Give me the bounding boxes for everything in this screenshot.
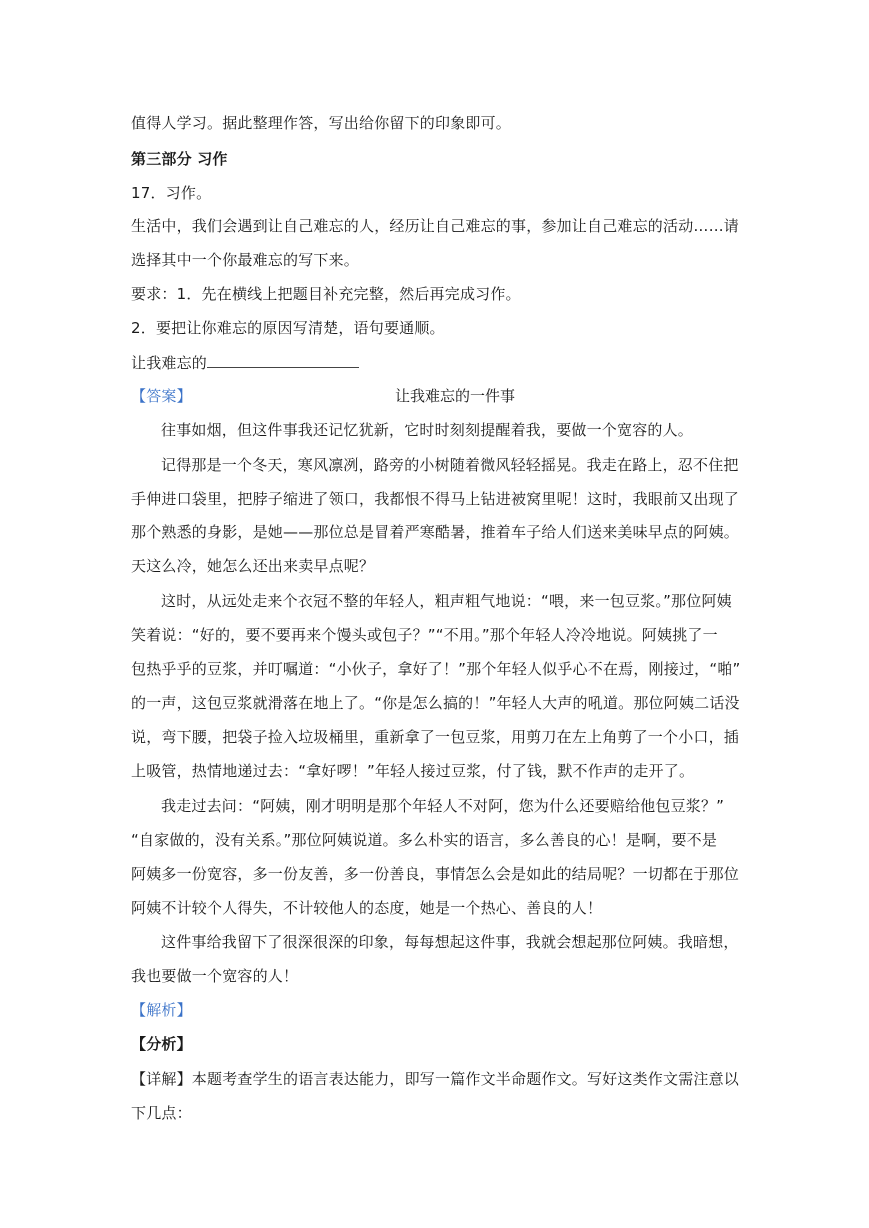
essay-line: 我也要做一个宽容的人！ [131,967,299,985]
title-prefix: 让我难忘的 [131,354,208,372]
title-fill-line [131,352,359,373]
essay-line: “自家做的，没有关系。”那位阿姨说道。多么朴实的语言，多么善良的心！是啊，要不是 [131,831,718,849]
essay-line: 阿姨不计较个人得失，不计较他人的态度，她是一个热心、善良的人！ [131,899,603,917]
essay-line: 的一声，这包豆浆就滑落在地上了。“你是怎么搞的！”年轻人大声的吼道。那位阿姨二话没 [131,694,740,712]
essay-line: 记得那是一个冬天，寒风凛冽，路旁的小树随着微风轻轻摇晃。我走在路上，忍不住把 [161,456,739,474]
question-number: 17．习作。 [131,184,212,202]
essay-line: 手伸进口袋里，把脖子缩进了领口，我都恨不得马上钻进被窝里呢！这时，我眼前又出现了 [131,490,740,508]
essay-line: 这件事给我留下了很深很深的印象，每每想起这件事，我就会想起那位阿姨。我暗想， [161,933,739,951]
prompt-line-1: 生活中，我们会遇到让自己难忘的人，经历让自己难忘的事，参加让自己难忘的活动……请 [131,217,740,235]
essay-line: 笑着说：“好的，要不要再来个馒头或包子？”“不用。”那个年轻人冷冷地说。阿姨挑了一 [131,626,718,644]
requirement-2: 2．要把让你难忘的原因写清楚，语句要通顺。 [131,319,445,337]
essay-line: 包热乎乎的豆浆，并叮嘱道：“小伙子，拿好了！”那个年轻人似乎心不在焉，刚接过，“啪” [131,660,741,678]
essay-title: 让我难忘的一件事 [395,387,516,405]
prompt-line-2: 选择其中一个你最难忘的写下来。 [131,251,360,269]
answer-label: 【答案】 [131,387,192,405]
essay-line: 说，弯下腰，把袋子捡入垃圾桶里，重新拿了一包豆浆，用剪刀在左上角剪了一个小口，插 [131,728,740,746]
requirement-1: 要求：1．先在横线上把题目补充完整，然后再完成习作。 [131,285,521,303]
essay-line: 上吸管，热情地递过去：“拿好啰！”年轻人接过豆浆，付了钱，默不作声的走开了。 [131,762,695,780]
fenxi-label: 【分析】 [131,1035,192,1053]
analysis-label: 【解析】 [131,1001,192,1019]
essay-line: 那个熟悉的身影，是她——那位总是冒着严寒酷暑，推着车子给人们送来美味早点的阿姨。 [131,523,740,541]
detail-line-1: 【详解】本题考查学生的语言表达能力，即写一篇作文半命题作文。写好这类作文需注意以 [131,1070,740,1088]
essay-line: 阿姨多一份宽容，多一份友善，多一份善良，事情怎么会是如此的结局呢？一切都在于那位 [131,865,740,883]
intro-tail-line: 值得人学习。据此整理作答，写出给你留下的印象即可。 [131,114,512,132]
detail-line-2: 下几点： [131,1104,192,1122]
section-title: 第三部分 习作 [131,150,228,168]
essay-line: 这时，从远处走来个衣冠不整的年轻人，粗声粗气地说：“喂，来一包豆浆。”那位阿姨 [161,592,732,610]
essay-line: 往事如烟，但这件事我还记忆犹新，它时时刻刻提醒着我，要做一个宽容的人。 [161,421,694,439]
essay-line: 我走过去问：“阿姨，刚才明明是那个年轻人不对阿，您为什么还要赔给他包豆浆？” [161,797,725,815]
essay-line: 天这么冷，她怎么还出来卖早点呢？ [131,557,375,575]
title-blank [207,352,359,368]
